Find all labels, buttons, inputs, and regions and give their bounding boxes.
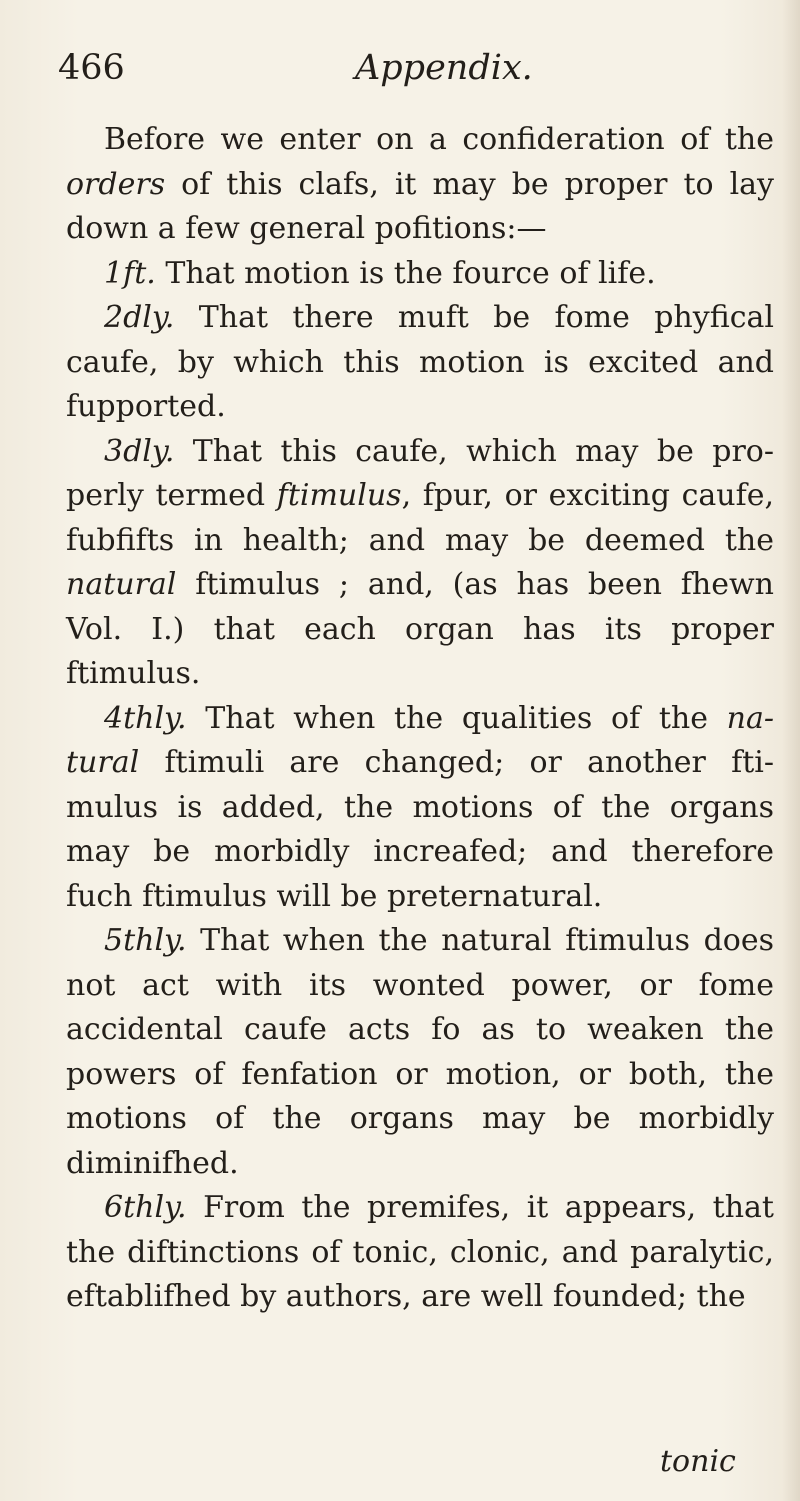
page-edge-shadow [782, 0, 800, 1501]
text-run: That this caufe, which may be pro- perly termed [66, 433, 774, 513]
text-run: That motion is the fource of life. [155, 255, 656, 291]
text-run: , fpur, or exciting caufe, fubfifts in health; and may be deemed the [66, 478, 774, 558]
italic-text: ftimulus [276, 478, 402, 513]
paragraph-numeral: 3dly. [104, 433, 175, 469]
paragraph-numeral: 1ft. [104, 255, 156, 291]
text-run: That there muft be fome phyfical caufe, by which this motion is excited and fupported. [66, 300, 774, 424]
paragraph [66, 919, 774, 1186]
paragraph [66, 1186, 774, 1320]
text-run: From the premifes, it appears, that the diftinctions of tonic, clonic, and paralytic, eftablifhed by authors, are well founded; the [66, 1190, 774, 1314]
italic-text: na- tural [66, 700, 774, 780]
text-run: Before we enter on a confideration of the [104, 122, 774, 157]
paragraph [66, 252, 774, 297]
body-text [66, 118, 774, 1320]
running-head: Appendix. [355, 48, 533, 88]
text-run: of this clafs, it may be proper to lay down a few general pofitions:— [66, 166, 774, 246]
italic-text: orders [66, 166, 166, 202]
paragraph-numeral: 5thly. [104, 923, 187, 958]
page-number: 466 [58, 48, 125, 88]
paragraph-numeral: 4thly. [104, 700, 187, 736]
paragraph-numeral: 6thly. [104, 1190, 187, 1225]
page-header [0, 40, 800, 96]
paragraph [66, 430, 774, 697]
paragraph-numeral: 2dly. [104, 300, 175, 335]
text-run: That when the qualities of the [186, 700, 727, 736]
paragraph [66, 296, 774, 430]
catchword: tonic [660, 1444, 736, 1479]
paragraph [66, 697, 774, 920]
text-run: ftimuli are changed; or another fti- mulus is added, the motions of the organs may be morbidly increafed; and therefore fuch ftimulus will be preternatural. [66, 745, 774, 914]
text-run: That when the natural ftimulus does not act with its wonted power, or fome accidental caufe acts fo as to weaken the powers of fenfation or motion, or both, the motions of the organs may be morbidly diminifhed. [66, 923, 774, 1181]
paragraph [66, 118, 774, 252]
text-run: ftimulus ; and, (as has been fhewn Vol. I.) that each organ has its proper ftimulus. [66, 567, 774, 691]
italic-text: natural [66, 567, 177, 602]
